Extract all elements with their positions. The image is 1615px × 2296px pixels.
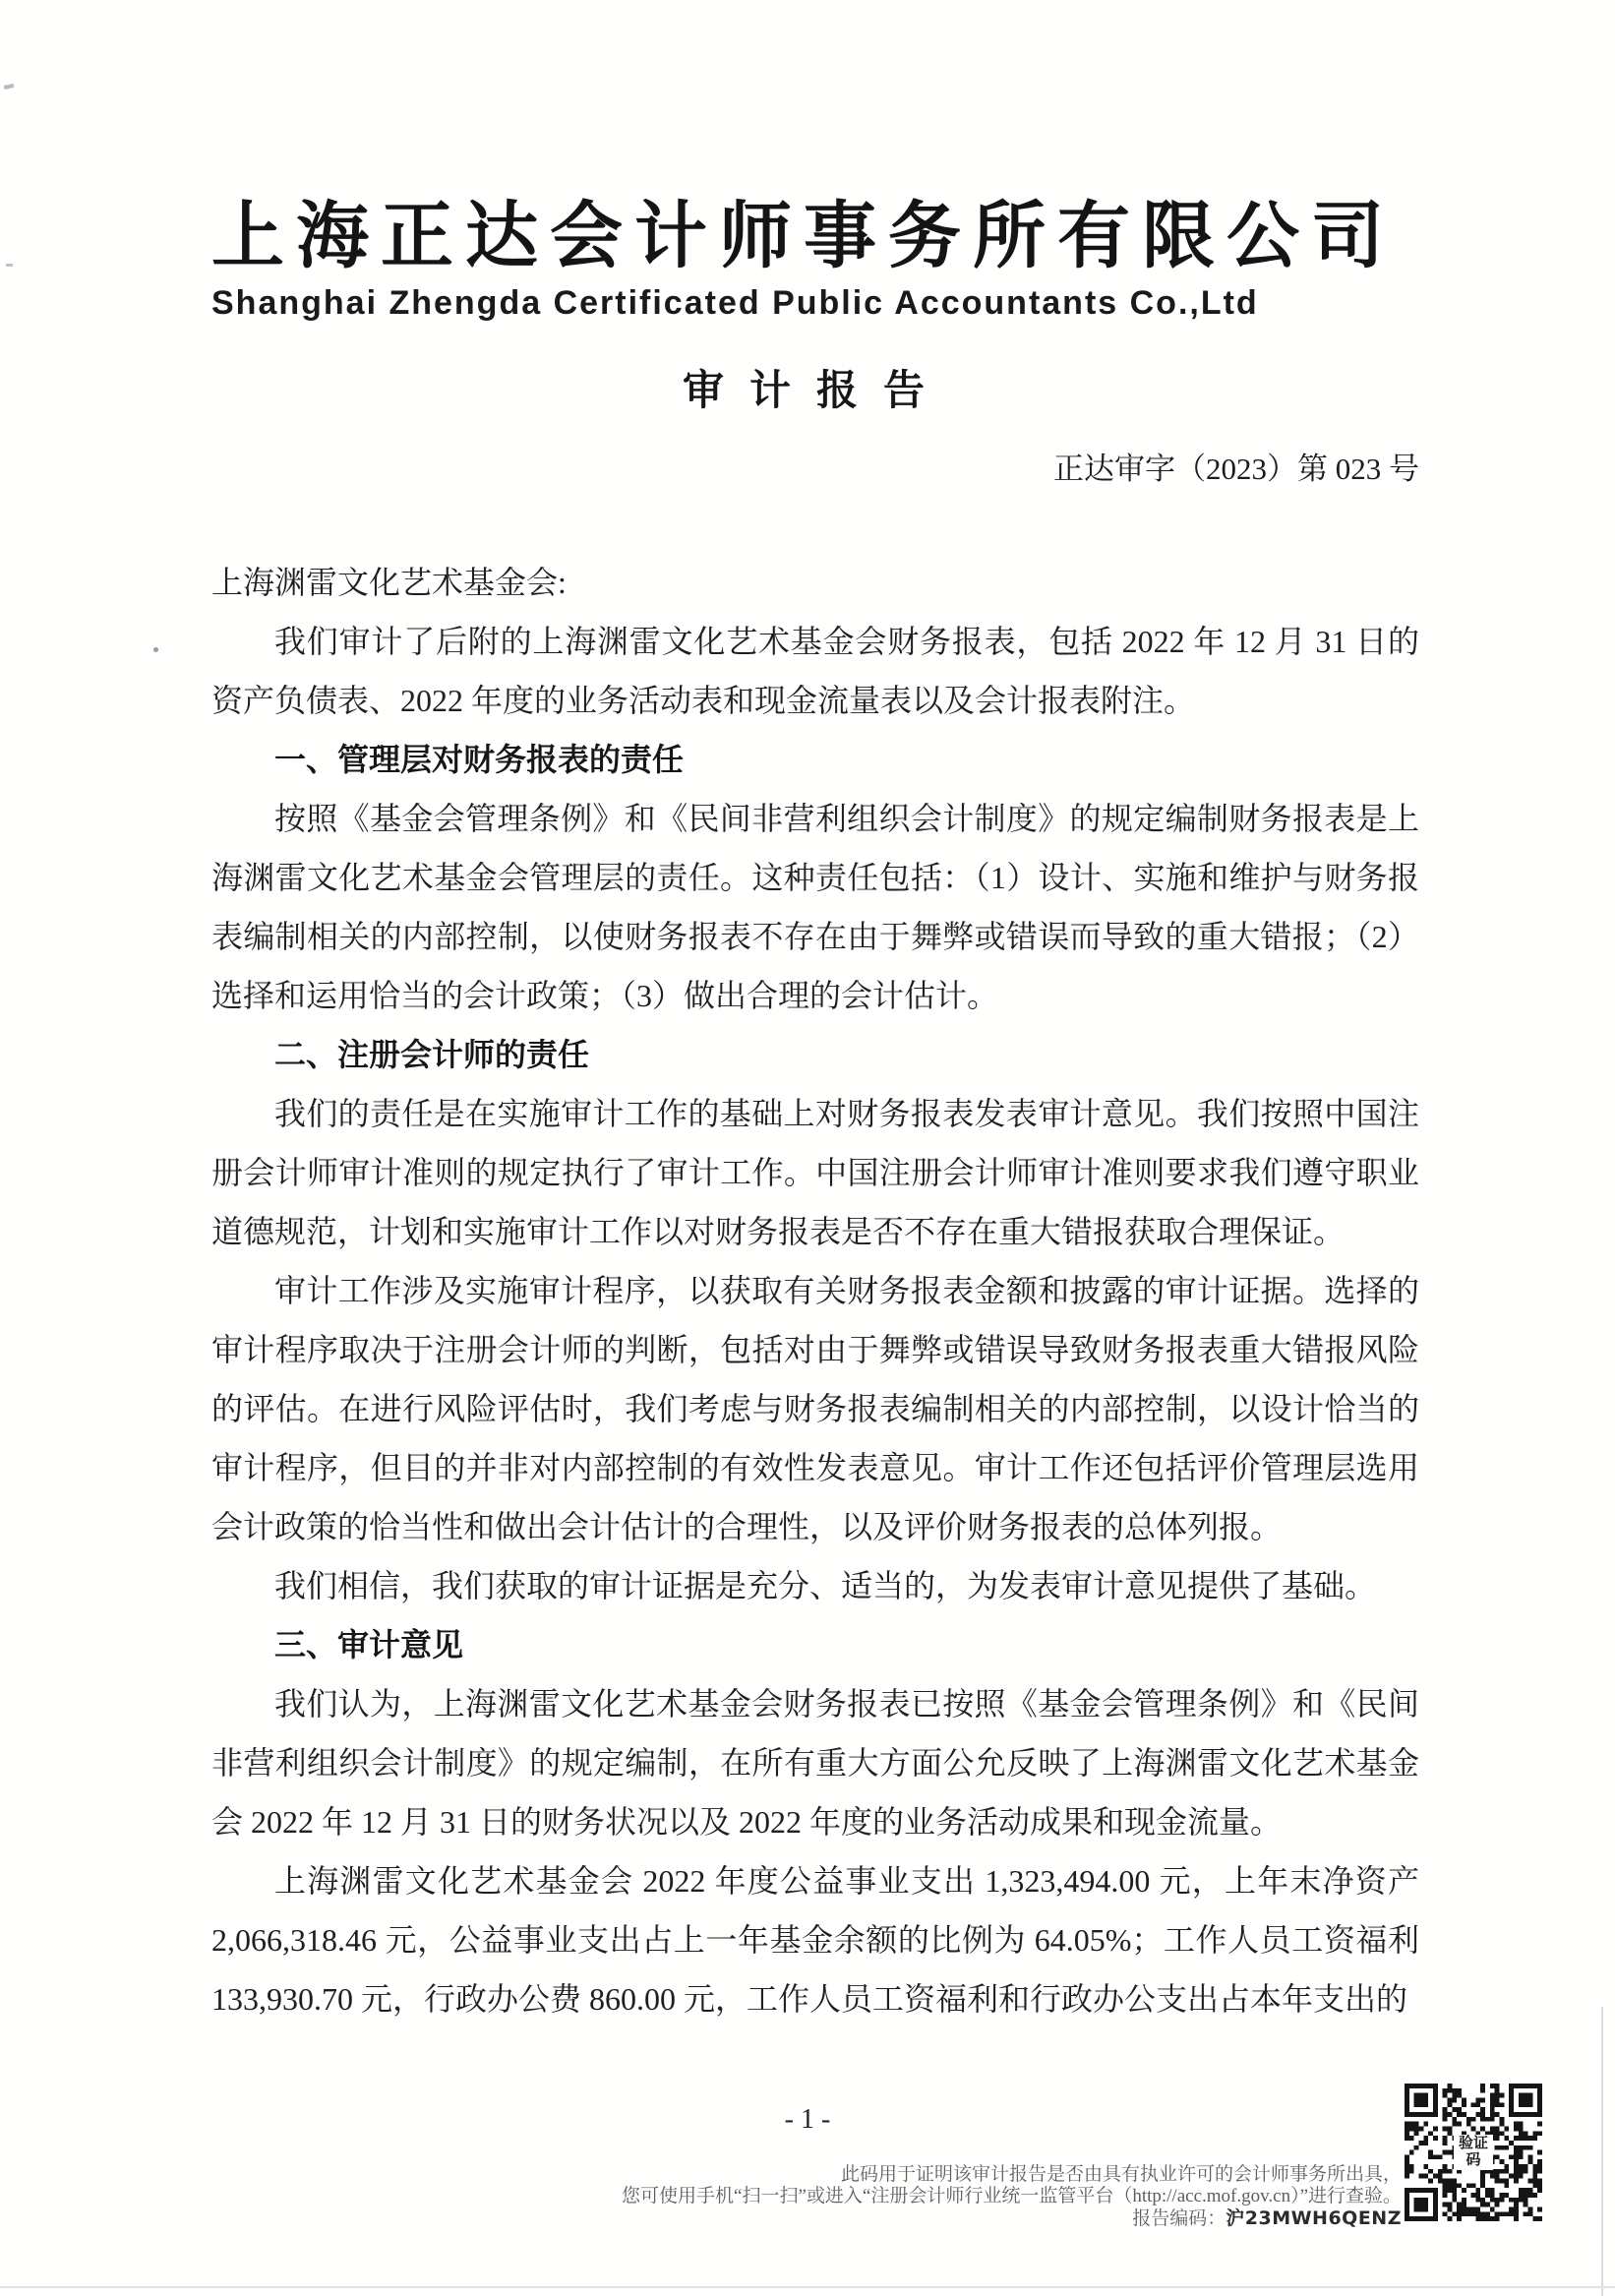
firm-name-english: Shanghai Zhengda Certificated Public Accountants Co.,Ltd xyxy=(211,284,1259,322)
page-number: - 1 - xyxy=(784,2104,831,2135)
footer-report-code-line xyxy=(467,2207,1402,2230)
section-heading: 三、审计意见 xyxy=(274,1627,464,1662)
addressee: 上海渊雷文化艺术基金会: xyxy=(211,565,567,600)
report-code-value: 沪23MWH6QENZ xyxy=(1226,2207,1402,2229)
report-number: 正达审字（2023）第 023 号 xyxy=(1053,452,1419,486)
qr-center-label: 验证码 xyxy=(1454,2135,1493,2170)
scan-edge xyxy=(0,2286,1615,2288)
paragraph: 我们认为，上海渊雷文化艺术基金会财务报表已按照《基金会管理条例》和《民间非营利组织会计制度》的规定编制，在所有重大方面公允反映了上海渊雷文化艺术基金会 2022 年 12 月 31 日的财务状况以及 2022 年度的业务活动成果和现金流量。 xyxy=(211,1686,1419,1840)
verification-qr-code xyxy=(1405,2084,1542,2221)
report-title: 审计报告 xyxy=(682,369,950,414)
section-heading: 一、管理层对财务报表的责任 xyxy=(274,742,685,777)
section-heading: 二、注册会计师的责任 xyxy=(274,1037,590,1072)
firm-name-chinese: 上海正达会计师事务所有限公司 xyxy=(211,197,1396,277)
footer-note-line1: 此码用于证明该审计报告是否由具有执业许可的会计师事务所出具， xyxy=(840,2164,1402,2185)
scan-artifact xyxy=(6,264,13,267)
paragraph: 我们审计了后附的上海渊雷文化艺术基金会财务报表，包括 2022 年 12 月 31 日的资产负债表、2022 年度的业务活动表和现金流量表以及会计报表附注。 xyxy=(211,624,1419,718)
paragraph: 我们相信，我们获取的审计证据是充分、适当的，为发表审计意见提供了基础。 xyxy=(274,1568,1377,1603)
paragraph: 我们的责任是在实施审计工作的基础上对财务报表发表审计意见。我们按照中国注册会计师审计准则的规定执行了审计工作。中国注册会计师审计准则要求我们遵守职业道德规范，计划和实施审计工作以对财务报表是否不存在重大错报获取合理保证。 xyxy=(211,1096,1419,1249)
paragraph: 上海渊雷文化艺术基金会 2022 年度公益事业支出 1,323,494.00 元，上年末净资产 2,066,318.46 元，公益事业支出占上一年基金余额的比例为 64.05%；工作人员工资福利 133,930.70 元，行政办公费 860.00 元，工作人员工资福利和行政办公支出占本年支出的 xyxy=(211,1863,1419,2017)
footer-note-line2: 您可使用手机“扫一扫”或进入“注册会计师行业统一监管平台（http://acc.mof.gov.cn）”进行查验。 xyxy=(622,2186,1402,2206)
scan-artifact xyxy=(4,84,15,90)
footer-verification-note xyxy=(467,2164,1402,2230)
scan-edge xyxy=(1601,2007,1603,2296)
document-body xyxy=(211,553,1419,2028)
scan-artifact xyxy=(153,647,158,652)
paragraph: 按照《基金会管理条例》和《民间非营利组织会计制度》的规定编制财务报表是上海渊雷文化艺术基金会管理层的责任。这种责任包括：（1）设计、实施和维护与财务报表编制相关的内部控制，以使财务报表不存在由于舞弊或错误而导致的重大错报；（2）选择和运用恰当的会计政策；（3）做出合理的会计估计。 xyxy=(211,801,1419,1013)
report-code-label: 报告编码： xyxy=(1132,2208,1226,2229)
paragraph: 审计工作涉及实施审计程序，以获取有关财务报表金额和披露的审计证据。选择的审计程序取决于注册会计师的判断，包括对由于舞弊或错误导致财务报表重大错报风险的评估。在进行风险评估时，我们考虑与财务报表编制相关的内部控制，以设计恰当的审计程序，但目的并非对内部控制的有效性发表意见。审计工作还包括评价管理层选用会计政策的恰当性和做出会计估计的合理性，以及评价财务报表的总体列报。 xyxy=(211,1273,1419,1544)
